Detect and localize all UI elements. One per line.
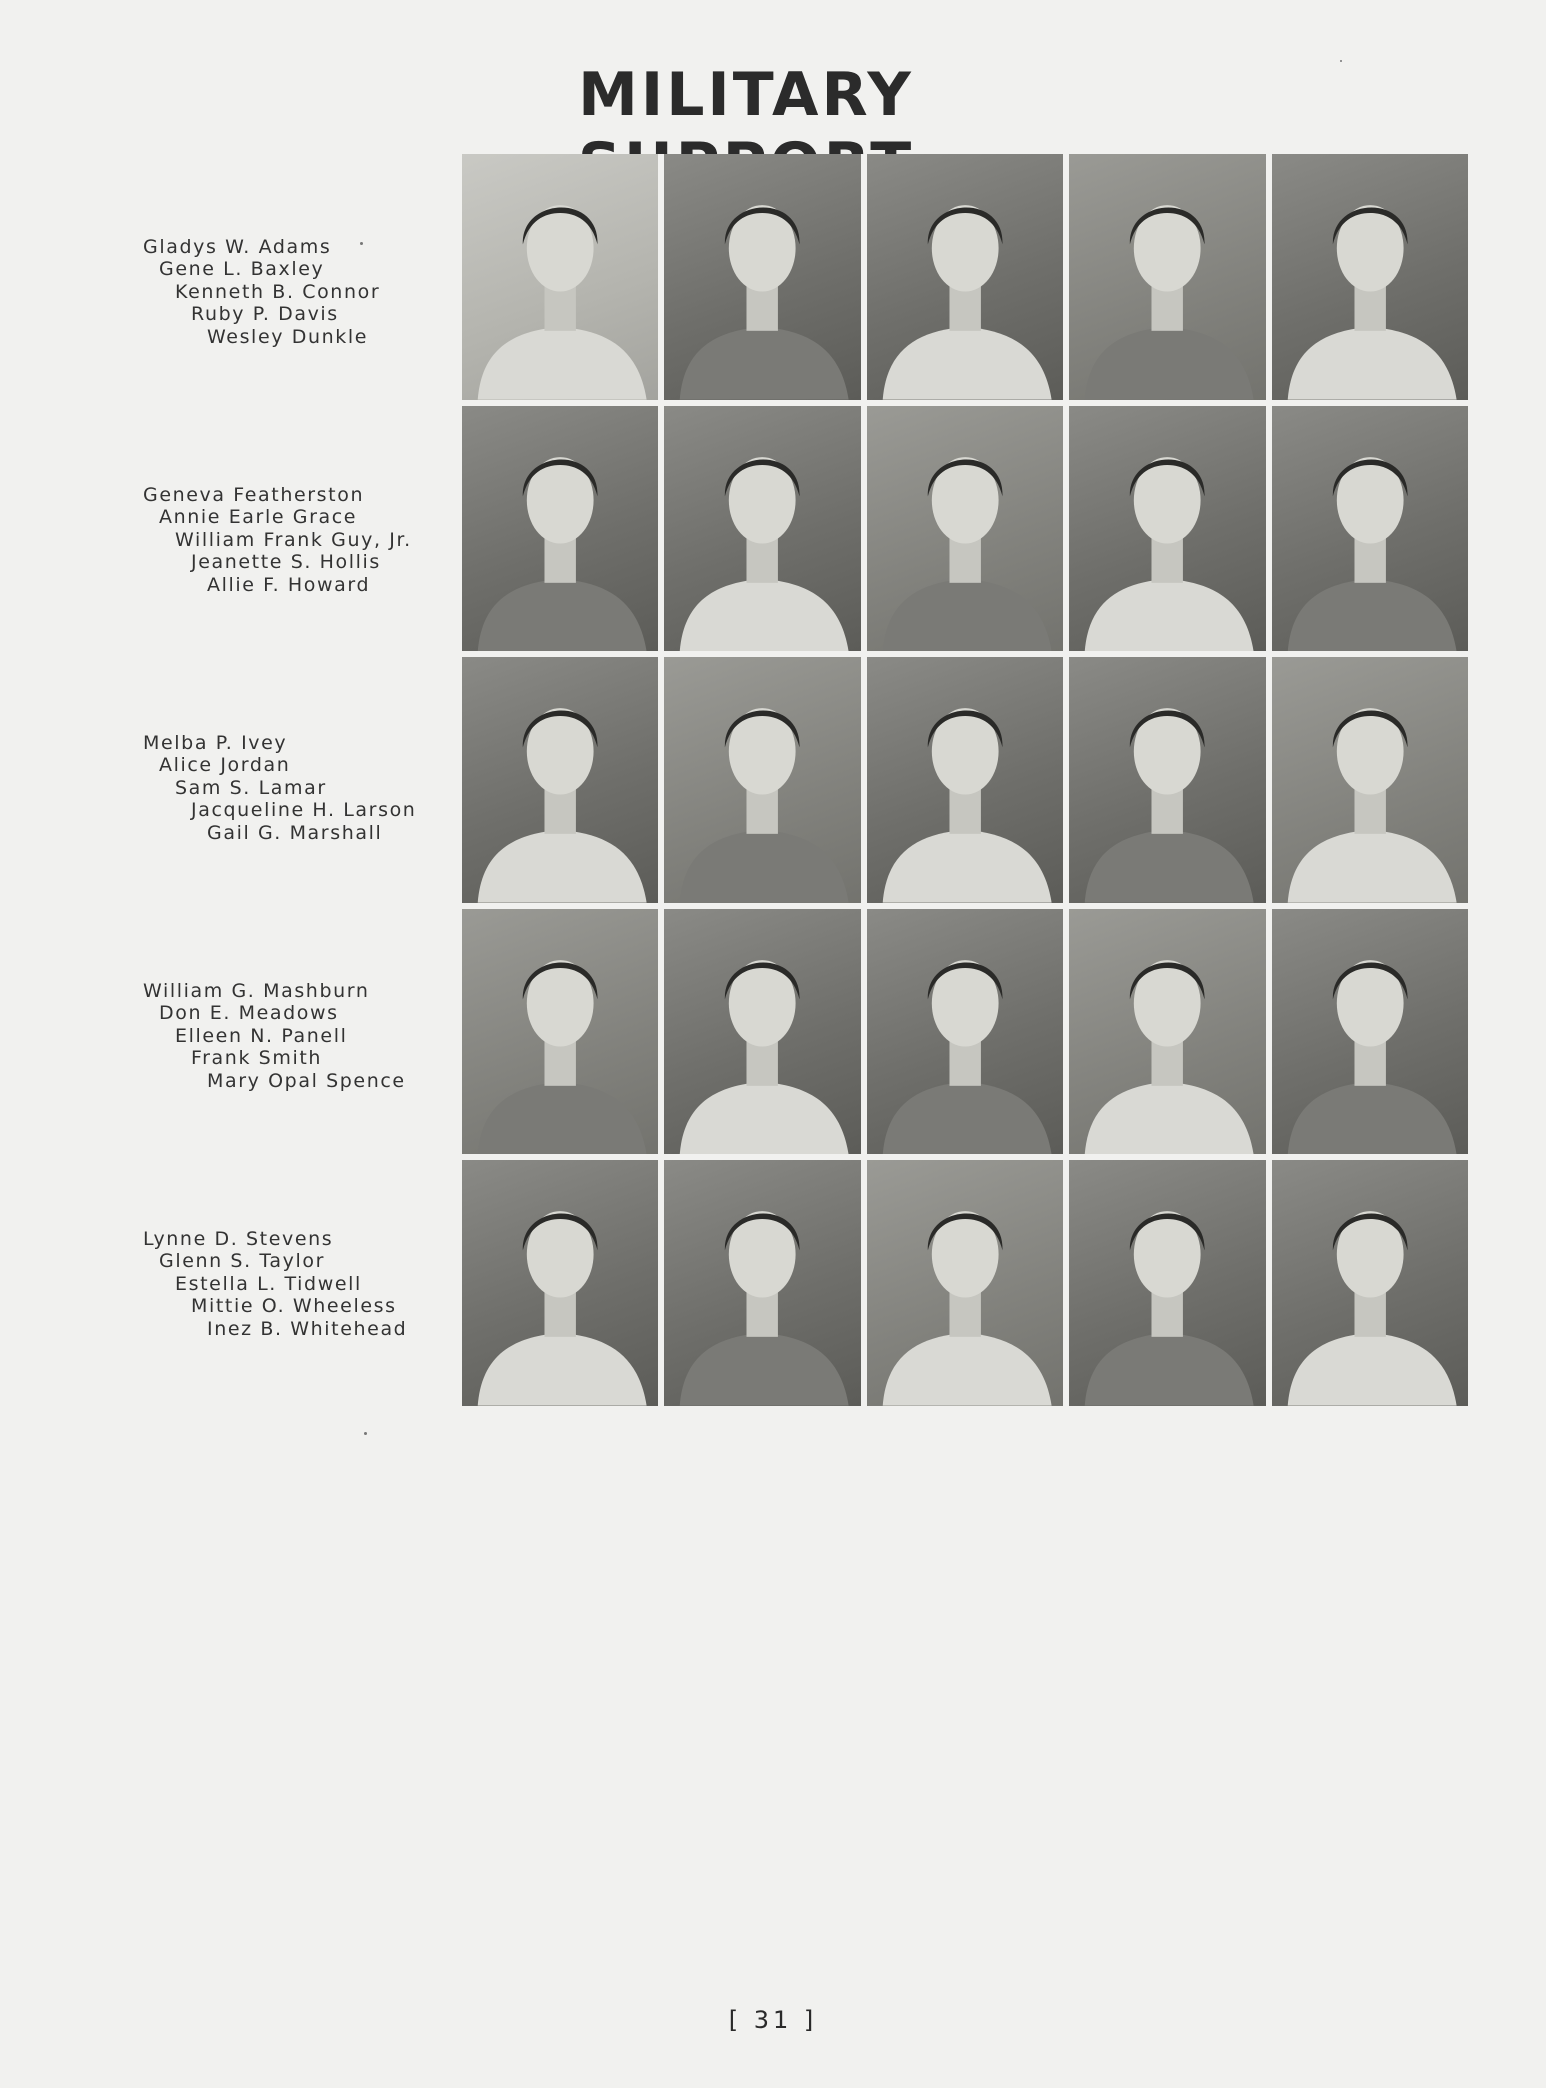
portrait-photo	[462, 657, 658, 903]
person-name: Frank Smith	[191, 1047, 323, 1070]
portrait-clothing	[1085, 1082, 1254, 1155]
portrait-photo	[462, 1160, 658, 1406]
person-name: Sam S. Lamar	[175, 776, 327, 799]
portrait-silhouette	[664, 406, 860, 652]
scan-speck	[364, 1432, 367, 1435]
person-name: Geneva Featherston	[143, 484, 365, 506]
portrait-clothing	[478, 327, 647, 400]
page-title: MILITARY	[578, 60, 914, 130]
portrait-silhouette	[664, 909, 860, 1155]
person-name: Melba P. Ivey	[143, 732, 288, 754]
portrait-silhouette	[1272, 657, 1468, 903]
portrait-photo	[664, 909, 860, 1155]
portrait-clothing	[1085, 578, 1254, 651]
portrait-silhouette	[867, 406, 1063, 652]
scan-speck	[1340, 60, 1342, 62]
portrait-photo	[1272, 406, 1468, 652]
name-list-row-5	[143, 1228, 453, 1340]
person-name: William Frank Guy, Jr.	[175, 528, 412, 551]
person-name: Mary Opal Spence	[207, 1069, 406, 1092]
portrait-silhouette	[462, 154, 658, 400]
portrait-silhouette	[664, 1160, 860, 1406]
portrait-clothing	[478, 1333, 647, 1406]
person-name: Mittie O. Wheeless	[191, 1295, 397, 1318]
person-name: Gail G. Marshall	[207, 821, 383, 844]
portrait-clothing	[883, 1333, 1052, 1406]
portrait-photo	[1272, 1160, 1468, 1406]
portrait-clothing	[1085, 327, 1254, 400]
portrait-photo	[1069, 657, 1265, 903]
person-name: Alice Jordan	[159, 754, 291, 777]
name-list-row-1	[143, 236, 453, 348]
person-name: Allie F. Howard	[207, 573, 371, 596]
person-name: William G. Mashburn	[143, 980, 370, 1002]
portrait-clothing	[1287, 830, 1456, 903]
portrait-photo	[664, 154, 860, 400]
portrait-silhouette	[1069, 406, 1265, 652]
portrait-clothing	[680, 578, 849, 651]
person-name: Glenn S. Taylor	[159, 1250, 326, 1273]
portrait-clothing	[680, 1333, 849, 1406]
portrait-silhouette	[664, 657, 860, 903]
person-name: Jacqueline H. Larson	[191, 799, 417, 822]
portrait-silhouette	[664, 154, 860, 400]
person-name: Lynne D. Stevens	[143, 1228, 334, 1250]
person-name: Kenneth B. Connor	[175, 280, 381, 303]
portrait-clothing	[883, 327, 1052, 400]
portrait-clothing	[478, 1082, 647, 1155]
portrait-silhouette	[867, 657, 1063, 903]
portrait-photo	[1272, 657, 1468, 903]
person-name: Inez B. Whitehead	[207, 1317, 408, 1340]
portrait-clothing	[1085, 1333, 1254, 1406]
person-name: Estella L. Tidwell	[175, 1272, 362, 1295]
person-name: Annie Earle Grace	[159, 506, 358, 529]
portrait-clothing	[680, 1082, 849, 1155]
portrait-silhouette	[1069, 154, 1265, 400]
portrait-silhouette	[1069, 657, 1265, 903]
portrait-clothing	[1287, 1333, 1456, 1406]
portrait-silhouette	[1069, 909, 1265, 1155]
portrait-clothing	[680, 327, 849, 400]
portrait-photo	[867, 406, 1063, 652]
portrait-clothing	[1287, 578, 1456, 651]
portrait-silhouette	[1272, 909, 1468, 1155]
portrait-silhouette	[867, 154, 1063, 400]
person-name: Wesley Dunkle	[207, 325, 368, 348]
portrait-photo	[1069, 154, 1265, 400]
portrait-grid	[462, 154, 1468, 1406]
portrait-photo	[1069, 909, 1265, 1155]
portrait-photo	[867, 657, 1063, 903]
person-name: Gladys W. Adams	[143, 236, 332, 258]
portrait-clothing	[1287, 327, 1456, 400]
name-list-row-2	[143, 484, 453, 596]
portrait-silhouette	[462, 657, 658, 903]
portrait-clothing	[478, 830, 647, 903]
name-list-row-4	[143, 980, 453, 1092]
person-name: Don E. Meadows	[159, 1002, 339, 1025]
portrait-photo	[867, 909, 1063, 1155]
portrait-silhouette	[867, 909, 1063, 1155]
person-name: Elleen N. Panell	[175, 1024, 348, 1047]
portrait-photo	[462, 406, 658, 652]
portrait-clothing	[883, 578, 1052, 651]
portrait-silhouette	[1069, 1160, 1265, 1406]
portrait-clothing	[680, 830, 849, 903]
scan-speck	[360, 242, 363, 245]
portrait-photo	[462, 909, 658, 1155]
portrait-silhouette	[1272, 154, 1468, 400]
person-name: Jeanette S. Hollis	[191, 551, 381, 574]
portrait-photo	[1272, 154, 1468, 400]
portrait-silhouette	[867, 1160, 1063, 1406]
name-list-row-3	[143, 732, 453, 844]
portrait-silhouette	[1272, 1160, 1468, 1406]
portrait-photo	[462, 154, 658, 400]
portrait-silhouette	[1272, 406, 1468, 652]
page-number: [ 31 ]	[728, 2006, 818, 2034]
portrait-clothing	[883, 830, 1052, 903]
portrait-photo	[1272, 909, 1468, 1155]
portrait-clothing	[1287, 1082, 1456, 1155]
portrait-silhouette	[462, 406, 658, 652]
portrait-photo	[867, 1160, 1063, 1406]
portrait-clothing	[478, 578, 647, 651]
portrait-clothing	[883, 1082, 1052, 1155]
portrait-silhouette	[462, 909, 658, 1155]
person-name: Ruby P. Davis	[191, 303, 339, 326]
portrait-clothing	[1085, 830, 1254, 903]
person-name: Gene L. Baxley	[159, 258, 325, 281]
portrait-photo	[867, 154, 1063, 400]
portrait-photo	[1069, 1160, 1265, 1406]
portrait-photo	[664, 406, 860, 652]
portrait-photo	[1069, 406, 1265, 652]
portrait-photo	[664, 1160, 860, 1406]
portrait-silhouette	[462, 1160, 658, 1406]
portrait-photo	[664, 657, 860, 903]
